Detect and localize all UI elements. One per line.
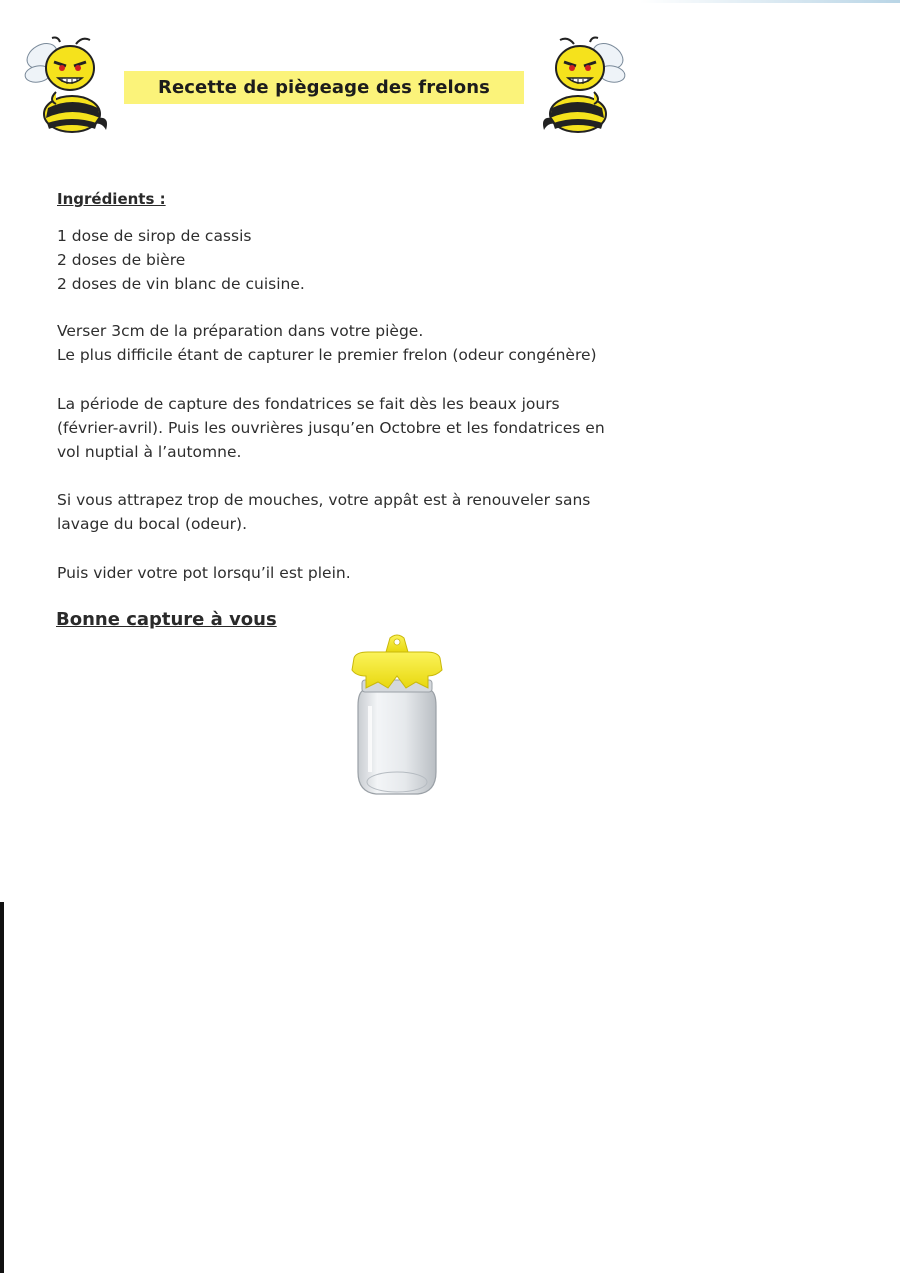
text-line: lavage du bocal (odeur). <box>57 515 248 533</box>
ingredient-item: 1 dose de sirop de cassis <box>57 227 252 245</box>
page-title: Recette de piègeage des frelons <box>157 77 490 98</box>
text-line: Le plus difficile étant de capturer le premier frelon (odeur congénère) <box>57 346 597 364</box>
scan-edge <box>0 902 4 1273</box>
text-line: Si vous attrapez trop de mouches, votre appât est à renouveler sans <box>57 491 591 509</box>
ingredient-item: 2 doses de bière <box>57 251 186 269</box>
text-line: vol nuptial à l’automne. <box>57 443 242 461</box>
scan-edge-tint <box>640 0 900 3</box>
trap-jar-illustration <box>346 632 448 798</box>
hornet-mascot-icon <box>538 34 630 136</box>
hornet-mascot-icon <box>20 34 112 136</box>
empty-jar-paragraph <box>57 561 617 585</box>
ingredients-list <box>57 224 617 296</box>
flies-paragraph <box>57 488 617 536</box>
capture-period-paragraph <box>57 392 617 464</box>
ingredients-heading: Ingrédients : <box>57 190 166 208</box>
ingredient-item: 2 doses de vin blanc de cuisine. <box>57 275 305 293</box>
closing-heading: Bonne capture à vous <box>56 609 277 630</box>
title-banner <box>124 71 524 104</box>
text-line: Puis vider votre pot lorsqu’il est plein. <box>57 564 351 582</box>
text-line: (février-avril). Puis les ouvrières jusqu’en Octobre et les fondatrices en <box>57 419 605 437</box>
text-line: Verser 3cm de la préparation dans votre piège. <box>57 322 424 340</box>
text-line: La période de capture des fondatrices se fait dès les beaux jours <box>57 395 560 413</box>
instructions-paragraph <box>57 319 617 367</box>
